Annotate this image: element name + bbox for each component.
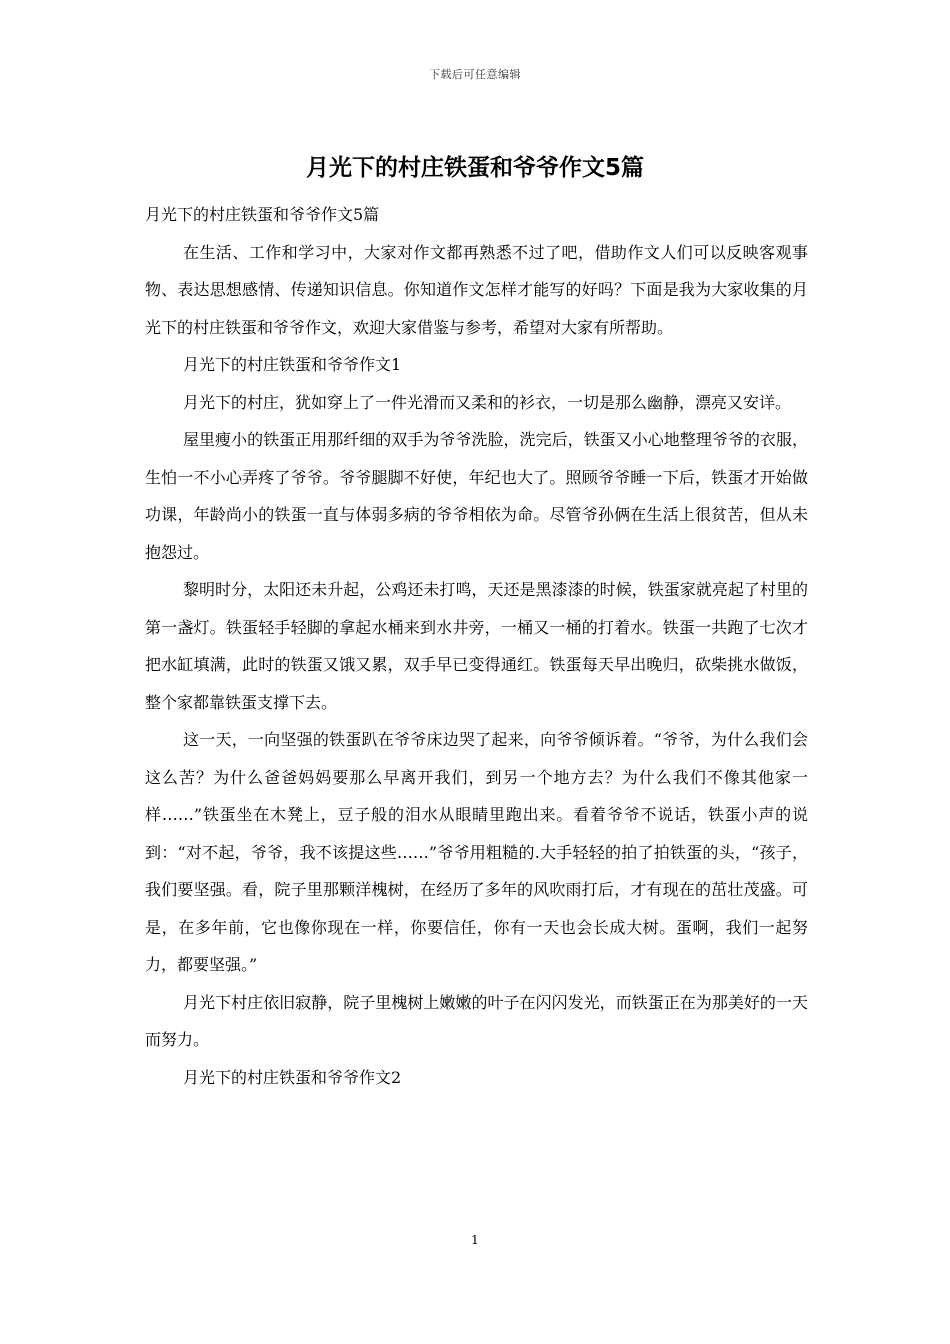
paragraph-subtitle: 月光下的村庄铁蛋和爷爷作文5篇 (145, 205, 380, 224)
section-heading-2: 月光下的村庄铁蛋和爷爷作文2 (183, 1067, 402, 1087)
paragraph: 月光下的村庄，犹如穿上了一件光滑而又柔和的衫衣，一切是那么幽静，漂亮又安详。 (183, 392, 792, 412)
document-body (145, 196, 808, 1096)
page-number: 1 (471, 1233, 479, 1247)
paragraph: 黎明时分，太阳还未升起，公鸡还未打鸣，天还是黑漆漆的时候，铁蛋家就亮起了村里的第一盏灯。铁蛋轻手轻脚的拿起水桶来到水井旁，一桶又一桶的打着水。铁蛋一共跑了七次才把水缸填满，此时的铁蛋又饿又累，双手早已变得通红。铁蛋每天早出晚归，砍柴挑水做饭，整个家都靠铁蛋支撑下去。 (145, 580, 808, 712)
paragraph: 这一天，一向坚强的铁蛋趴在爷爷床边哭了起来，向爷爷倾诉着。“爷爷，为什么我们会这么苦？为什么爸爸妈妈要那么早离开我们，到另一个地方去？为什么我们不像其他家一样……”铁蛋坐在木凳上，豆子般的泪水从眼睛里跑出来。看着爷爷不说话，铁蛋小声的说到：“对不起，爷爷，我不该提这些……”爷爷用粗糙的.大手轻轻的拍了拍铁蛋的头，“孩子，我们要坚强。看，院子里那颗洋槐树，在经历了多年的风吹雨打后，才有现在的茁壮茂盛。可是，在多年前，它也像你现在一样，你要信任，你有一天也会长成大树。蛋啊，我们一起努力，都要坚强。” (145, 730, 808, 974)
paragraph-intro: 在生活、工作和学习中，大家对作文都再熟悉不过了吧，借助作文人们可以反映客观事物、表达思想感情、传递知识信息。你知道作文怎样才能写的好吗？下面是我为大家收集的月光下的村庄铁蛋和爷爷作文，欢迎大家借鉴与参考，希望对大家有所帮助。 (145, 242, 808, 337)
document-title: 月光下的村庄铁蛋和爷爷作文5篇 (305, 155, 644, 181)
paragraph: 屋里瘦小的铁蛋正用那纤细的双手为爷爷洗脸，洗完后，铁蛋又小心地整理爷爷的衣服，生怕一不小心弄疼了爷爷。爷爷腿脚不好使，年纪也大了。照顾爷爷睡一下后，铁蛋才开始做功课，年龄尚小的铁蛋一直与体弱多病的爷爷相依为命。尽管爷孙俩在生活上很贫苦，但从未抱怨过。 (145, 430, 808, 562)
header-note: 下载后可任意编辑 (429, 68, 521, 81)
section-heading-1: 月光下的村庄铁蛋和爷爷作文1 (183, 355, 402, 374)
paragraph: 月光下村庄依旧寂静，院子里槐树上嫩嫩的叶子在闪闪发光，而铁蛋正在为那美好的一天而努力。 (145, 992, 808, 1049)
